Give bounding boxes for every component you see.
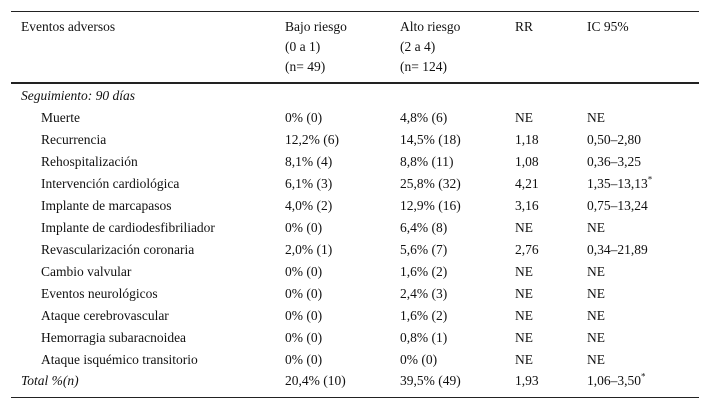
- table-row: [0, 305, 710, 327]
- total-row: [0, 370, 710, 392]
- high-risk-cell: 4,8% (6): [400, 110, 448, 125]
- table-row: [0, 349, 710, 371]
- rr-cell: NE: [515, 110, 533, 125]
- event-cell: Intervención cardiológica: [41, 176, 180, 191]
- header-ic: IC 95%: [587, 19, 629, 34]
- table-row: [0, 217, 710, 239]
- total-low: 20,4% (10): [285, 373, 346, 388]
- low-risk-cell: 0% (0): [285, 110, 323, 125]
- rr-cell: NE: [515, 220, 533, 235]
- total-high: 39,5% (49): [400, 373, 461, 388]
- ci-cell: 0,34–21,89: [587, 242, 648, 257]
- ci-cell: NE: [587, 308, 605, 323]
- low-risk-cell: 6,1% (3): [285, 176, 333, 191]
- event-cell: Cambio valvular: [41, 264, 132, 279]
- bottom-rule: [11, 397, 699, 398]
- low-risk-cell: 12,2% (6): [285, 132, 339, 147]
- low-risk-cell: 2,0% (1): [285, 242, 333, 257]
- total-rr: 1,93: [515, 373, 539, 388]
- header-rule: [11, 82, 699, 84]
- ci-cell: 1,35–13,13*: [587, 174, 653, 191]
- header-bajo-riesgo: Bajo riesgo (0 a 1) (n= 49): [285, 19, 347, 74]
- high-risk-cell: 14,5% (18): [400, 132, 461, 147]
- table-row: [0, 195, 710, 217]
- ci-cell: 0,50–2,80: [587, 132, 641, 147]
- section-row: [0, 85, 710, 107]
- low-risk-cell: 0% (0): [285, 308, 323, 323]
- table-row: [0, 239, 710, 261]
- high-risk-cell: 12,9% (16): [400, 198, 461, 213]
- event-cell: Muerte: [41, 110, 80, 125]
- table-row: [0, 173, 710, 195]
- rr-cell: NE: [515, 352, 533, 367]
- low-risk-cell: 0% (0): [285, 330, 323, 345]
- table-row: [0, 107, 710, 129]
- high-risk-cell: 0% (0): [400, 352, 438, 367]
- event-cell: Revascularización coronaria: [41, 242, 195, 257]
- low-risk-cell: 4,0% (2): [285, 198, 333, 213]
- ci-cell: NE: [587, 220, 605, 235]
- ci-cell: 0,36–3,25: [587, 154, 641, 169]
- ci-cell: 0,75–13,24: [587, 198, 648, 213]
- rr-cell: 2,76: [515, 242, 539, 257]
- table-row: [0, 283, 710, 305]
- rr-cell: NE: [515, 330, 533, 345]
- high-risk-cell: 1,6% (2): [400, 308, 448, 323]
- table-row: [0, 327, 710, 349]
- low-risk-cell: 8,1% (4): [285, 154, 333, 169]
- significance-marker: *: [641, 371, 646, 382]
- event-cell: Eventos neurológicos: [41, 286, 158, 301]
- low-risk-cell: 0% (0): [285, 286, 323, 301]
- ci-cell: NE: [587, 286, 605, 301]
- total-ci: 1,06–3,50*: [587, 371, 646, 388]
- event-cell: Rehospitalización: [41, 154, 138, 169]
- table-row: [0, 261, 710, 283]
- header-rr: RR: [515, 19, 534, 34]
- high-risk-cell: 6,4% (8): [400, 220, 448, 235]
- high-risk-cell: 5,6% (7): [400, 242, 448, 257]
- event-cell: Ataque isquémico transitorio: [41, 352, 198, 367]
- event-cell: Implante de marcapasos: [41, 198, 172, 213]
- low-risk-cell: 0% (0): [285, 264, 323, 279]
- ci-cell: NE: [587, 352, 605, 367]
- event-cell: Ataque cerebrovascular: [41, 308, 169, 323]
- event-cell: Implante de cardiodesfibriliador: [41, 220, 215, 235]
- low-risk-cell: 0% (0): [285, 352, 323, 367]
- high-risk-cell: 2,4% (3): [400, 286, 448, 301]
- top-rule: [11, 11, 699, 12]
- low-risk-cell: 0% (0): [285, 220, 323, 235]
- section-label: Seguimiento: 90 días: [21, 88, 135, 103]
- significance-marker: *: [647, 174, 653, 185]
- header-alto-riesgo: Alto riesgo (2 a 4) (n= 124): [400, 19, 461, 74]
- rr-cell: 3,16: [515, 198, 539, 213]
- rr-cell: NE: [515, 286, 533, 301]
- event-cell: Hemorragia subaracnoidea: [41, 330, 187, 345]
- high-risk-cell: 8,8% (11): [400, 154, 454, 169]
- ci-cell: NE: [587, 264, 605, 279]
- rr-cell: NE: [515, 264, 533, 279]
- total-label: Total %(n): [21, 373, 79, 388]
- rr-cell: 1,18: [515, 132, 539, 147]
- rr-cell: 4,21: [515, 176, 539, 191]
- table-row: [0, 151, 710, 173]
- event-cell: Recurrencia: [41, 132, 107, 147]
- rr-cell: NE: [515, 308, 533, 323]
- ci-cell: NE: [587, 110, 605, 125]
- high-risk-cell: 1,6% (2): [400, 264, 448, 279]
- high-risk-cell: 0,8% (1): [400, 330, 448, 345]
- rr-cell: 1,08: [515, 154, 539, 169]
- high-risk-cell: 25,8% (32): [400, 176, 461, 191]
- table-row: [0, 129, 710, 151]
- ci-cell: NE: [587, 330, 605, 345]
- header-eventos: Eventos adversos: [21, 19, 116, 34]
